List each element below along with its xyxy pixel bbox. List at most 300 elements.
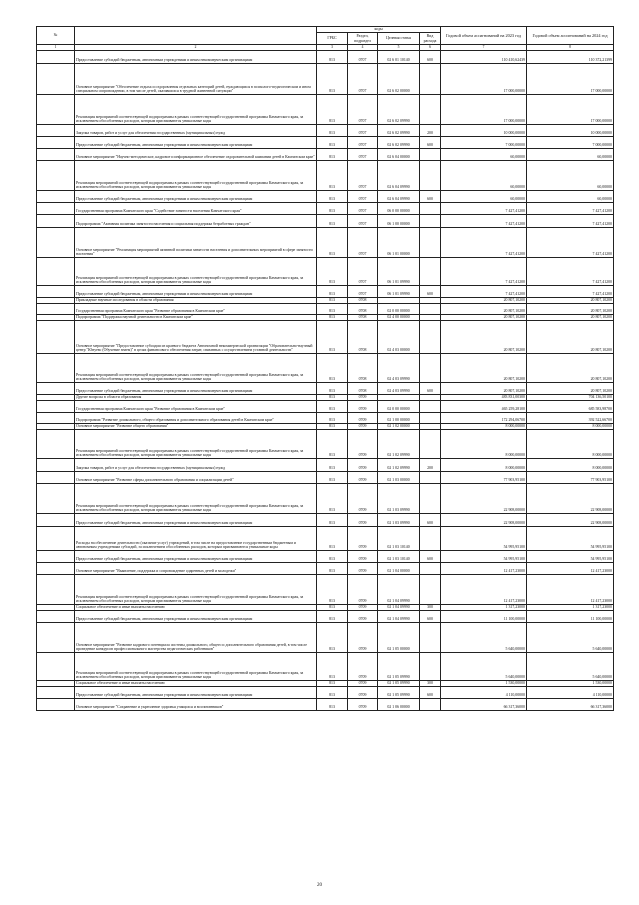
table-row xyxy=(37,551,614,563)
row-grbs-cell: 813 xyxy=(317,472,348,484)
row-razdel-cell: 0709 xyxy=(348,413,378,424)
row-amount-2023-cell: 4 110,00000 xyxy=(441,687,527,699)
row-amount-2023-cell: 77 903,95100 xyxy=(441,472,527,484)
row-grbs-cell: 813 xyxy=(317,64,348,95)
row-amount-2024-cell: 5 640,00000 xyxy=(527,653,614,681)
row-name-cell: Реализация мероприятий соответствующей подпрограммы в рамках соответствующей государственной программы Камчатского края, за исключением обособленных расходов, которым присваиваются уникальные коды xyxy=(75,95,317,125)
row-expense-type-cell xyxy=(420,484,441,514)
row-name-cell: Закупка товаров, работ и услуг для обеспечения государственных (муниципальных) нужд xyxy=(75,459,317,472)
row-expense-type-cell xyxy=(420,149,441,161)
row-amount-2024-cell: 7 427,41200 xyxy=(527,215,614,228)
budget-allocation-table xyxy=(36,26,614,711)
row-amount-2024-cell: 66 317,36000 xyxy=(527,699,614,711)
row-razdel-cell: 0709 xyxy=(348,459,378,472)
row-razdel-cell: 0709 xyxy=(348,424,378,430)
row-expense-type-cell xyxy=(420,203,441,215)
table-row xyxy=(37,354,614,383)
row-number-cell xyxy=(37,653,75,681)
row-amount-2024-cell: 392 522,66700 xyxy=(527,413,614,424)
row-number-cell xyxy=(37,430,75,459)
row-target-item-cell: 02 1 05 09990 xyxy=(378,653,420,681)
row-number-cell xyxy=(37,321,75,354)
row-number-cell xyxy=(37,191,75,203)
row-amount-2024-cell: 60,00000 xyxy=(527,161,614,191)
row-amount-2023-cell: 20 807,10200 xyxy=(441,298,527,304)
row-target-item-cell: 02 1 02 09990 xyxy=(378,430,420,459)
row-target-item-cell: 02 0 00 00000 xyxy=(378,304,420,315)
row-grbs-cell: 813 xyxy=(317,623,348,653)
row-target-item-cell: 02 1 03 10140 xyxy=(378,551,420,563)
row-number-cell xyxy=(37,623,75,653)
row-expense-type-cell: 300 xyxy=(420,605,441,611)
row-target-item-cell: 02 1 03 09990 xyxy=(378,484,420,514)
row-razdel-cell: 0708 xyxy=(348,298,378,304)
row-target-item-cell: 02 1 04 09990 xyxy=(378,605,420,611)
row-razdel-cell: 0709 xyxy=(348,484,378,514)
row-name-cell: Предоставление субсидий бюджетным, автономным учреждениям и иным некоммерческим организациям xyxy=(75,286,317,298)
row-amount-2024-cell: 11 100,00000 xyxy=(527,611,614,623)
row-expense-type-cell xyxy=(420,575,441,605)
column-number: 7 xyxy=(441,45,527,51)
row-target-item-cell: 02 4 03 00000 xyxy=(378,321,420,354)
table-row xyxy=(37,413,614,424)
table-row xyxy=(37,563,614,575)
table-row xyxy=(37,286,614,298)
row-name-cell: Закупка товаров, работ и услуг для обеспечения государственных (муниципальных) нужд xyxy=(75,125,317,137)
header-number: № xyxy=(37,27,75,45)
row-grbs-cell: 813 xyxy=(317,563,348,575)
row-number-cell xyxy=(37,137,75,149)
row-grbs-cell: 813 xyxy=(317,215,348,228)
row-amount-2024-cell: 7 427,41200 xyxy=(527,286,614,298)
row-razdel-cell: 0709 xyxy=(348,527,378,551)
row-amount-2023-cell: 60,00000 xyxy=(441,191,527,203)
row-number-cell xyxy=(37,472,75,484)
table-row xyxy=(37,258,614,286)
row-expense-type-cell xyxy=(420,472,441,484)
row-target-item-cell: 02 4 03 09990 xyxy=(378,354,420,383)
row-number-cell xyxy=(37,161,75,191)
row-grbs-cell: 813 xyxy=(317,51,348,64)
column-number: 3 xyxy=(317,45,348,51)
row-amount-2023-cell: 66 317,36000 xyxy=(441,699,527,711)
row-amount-2023-cell: 22 908,00000 xyxy=(441,514,527,527)
row-number-cell xyxy=(37,51,75,64)
row-amount-2023-cell: 20 807,10200 xyxy=(441,321,527,354)
row-target-item-cell: 02 1 04 00000 xyxy=(378,563,420,575)
row-target-item-cell: 02 0 00 00000 xyxy=(378,401,420,413)
table-row xyxy=(37,191,614,203)
row-amount-2023-cell: 12 417,23000 xyxy=(441,575,527,605)
column-number: 1 xyxy=(37,45,75,51)
row-target-item-cell: 02 1 06 00000 xyxy=(378,699,420,711)
row-number-cell xyxy=(37,575,75,605)
row-grbs-cell: 813 xyxy=(317,653,348,681)
row-number-cell xyxy=(37,484,75,514)
row-razdel-cell: 0707 xyxy=(348,125,378,137)
header-year-2023: Годовой объем ассигнований на 2023 год xyxy=(441,27,527,45)
table-row xyxy=(37,459,614,472)
header-target-item: Целевая статья xyxy=(378,33,420,45)
row-number-cell xyxy=(37,354,75,383)
table-row xyxy=(37,125,614,137)
row-amount-2024-cell: 7 427,41200 xyxy=(527,258,614,286)
row-name-cell: Предоставление субсидий бюджетным, автономным учреждениям и иным некоммерческим организациям xyxy=(75,514,317,527)
row-razdel-cell: 0709 xyxy=(348,575,378,605)
row-expense-type-cell xyxy=(420,699,441,711)
column-number: 4 xyxy=(348,45,378,51)
column-number: 6 xyxy=(420,45,441,51)
column-number: 5 xyxy=(378,45,420,51)
row-expense-type-cell xyxy=(420,258,441,286)
row-amount-2023-cell: 20 807,10200 xyxy=(441,354,527,383)
row-target-item-cell: 02 6 04 09990 xyxy=(378,191,420,203)
row-amount-2023-cell: 7 427,41200 xyxy=(441,228,527,258)
row-amount-2023-cell: 1 317,23000 xyxy=(441,605,527,611)
row-target-item-cell: 02 1 05 09990 xyxy=(378,687,420,699)
row-name-cell: Основное мероприятие "Реализация мероприятий активной политики занятости населения и дополнительных мероприятий в сфере занятости населения" xyxy=(75,228,317,258)
row-expense-type-cell xyxy=(420,304,441,315)
row-amount-2023-cell: 172 294,06700 xyxy=(441,413,527,424)
row-expense-type-cell xyxy=(420,653,441,681)
row-expense-type-cell: 600 xyxy=(420,611,441,623)
row-amount-2024-cell: 8 000,00000 xyxy=(527,430,614,459)
row-number-cell xyxy=(37,563,75,575)
row-amount-2023-cell: 7 427,41200 xyxy=(441,286,527,298)
row-target-item-cell: 02 6 02 09990 xyxy=(378,125,420,137)
row-name-cell: Основное мероприятие "Развитие сферы дополнительного образования и социализации детей" xyxy=(75,472,317,484)
row-grbs-cell: 813 xyxy=(317,413,348,424)
table-row xyxy=(37,575,614,605)
row-target-item-cell: 02 6 02 09990 xyxy=(378,137,420,149)
row-grbs-cell: 813 xyxy=(317,484,348,514)
row-number-cell xyxy=(37,64,75,95)
row-number-cell xyxy=(37,401,75,413)
row-razdel-cell: 0708 xyxy=(348,304,378,315)
row-name-cell: Основное мероприятие "Развитие общего образования" xyxy=(75,424,317,430)
row-name-cell: Реализация мероприятий соответствующей подпрограммы в рамках соответствующей государственной программы Камчатского края, за исключением обособленных расходов, которым присваиваются уникальные коды xyxy=(75,484,317,514)
row-name-cell: Основное мероприятие "Сохранение и укрепление здоровья учащихся и воспитанников" xyxy=(75,699,317,711)
column-number: 8 xyxy=(527,45,614,51)
row-amount-2024-cell: 20 807,10200 xyxy=(527,321,614,354)
row-amount-2023-cell: 10 000,00000 xyxy=(441,125,527,137)
row-target-item-cell: 02 6 04 00000 xyxy=(378,149,420,161)
row-razdel-cell: 0709 xyxy=(348,699,378,711)
row-amount-2023-cell: 60,00000 xyxy=(441,149,527,161)
row-grbs-cell: 813 xyxy=(317,203,348,215)
row-razdel-cell: 0709 xyxy=(348,551,378,563)
row-grbs-cell: 813 xyxy=(317,95,348,125)
row-number-cell xyxy=(37,203,75,215)
row-amount-2024-cell: 20 807,10200 xyxy=(527,304,614,315)
row-number-cell xyxy=(37,304,75,315)
row-razdel-cell: 0709 xyxy=(348,687,378,699)
row-amount-2024-cell: 704 136,50100 xyxy=(527,395,614,401)
row-name-cell: Государственная программа Камчатского края "Развитие образования в Камчатском крае" xyxy=(75,401,317,413)
table-row xyxy=(37,699,614,711)
row-target-item-cell: 02 1 03 09990 xyxy=(378,514,420,527)
table-row xyxy=(37,95,614,125)
row-razdel-cell: 0707 xyxy=(348,51,378,64)
row-name-cell: Социальное обеспечение и иные выплаты населению xyxy=(75,605,317,611)
table-row xyxy=(37,64,614,95)
row-expense-type-cell xyxy=(420,95,441,125)
row-amount-2024-cell: 22 908,00000 xyxy=(527,484,614,514)
row-amount-2023-cell: 20 807,10200 xyxy=(441,304,527,315)
row-target-item-cell: 02 4 03 09990 xyxy=(378,383,420,395)
row-amount-2024-cell: 17 000,00000 xyxy=(527,64,614,95)
row-amount-2024-cell: 110 372,21399 xyxy=(527,51,614,64)
row-grbs-cell: 813 xyxy=(317,191,348,203)
table-row xyxy=(37,321,614,354)
row-number-cell xyxy=(37,383,75,395)
row-amount-2024-cell: 10 000,00000 xyxy=(527,125,614,137)
row-amount-2024-cell: 54 995,95100 xyxy=(527,551,614,563)
row-expense-type-cell: 600 xyxy=(420,383,441,395)
row-expense-type-cell xyxy=(420,321,441,354)
row-target-item-cell: 06 1 01 00000 xyxy=(378,228,420,258)
row-grbs-cell: 813 xyxy=(317,354,348,383)
row-razdel-cell: 0707 xyxy=(348,228,378,258)
row-razdel-cell: 0709 xyxy=(348,563,378,575)
row-amount-2023-cell: 110 410,62439 xyxy=(441,51,527,64)
row-amount-2023-cell: 54 995,95100 xyxy=(441,527,527,551)
row-name-cell: Основное мероприятие "Обеспечение отдыха и оздоровления отдельных категорий детей, нуждающихся в психолого-педагогическом и ином специальном сопровождении, в том числе детей, оказавшихся в трудной жизненной ситуации" xyxy=(75,64,317,95)
row-grbs-cell: 813 xyxy=(317,527,348,551)
row-grbs-cell: 813 xyxy=(317,137,348,149)
row-number-cell xyxy=(37,286,75,298)
row-razdel-cell: 0707 xyxy=(348,149,378,161)
table-row xyxy=(37,383,614,395)
table-row xyxy=(37,611,614,623)
row-target-item-cell: 02 1 02 09990 xyxy=(378,459,420,472)
column-number: 2 xyxy=(75,45,317,51)
row-name-cell: Предоставление субсидий бюджетным, автономным учреждениям и иным некоммерческим организациям xyxy=(75,551,317,563)
row-razdel-cell: 0707 xyxy=(348,161,378,191)
row-expense-type-cell: 600 xyxy=(420,51,441,64)
row-name-cell: Предоставление субсидий бюджетным, автономным учреждениям и иным некоммерческим организациям xyxy=(75,137,317,149)
row-razdel-cell: 0709 xyxy=(348,514,378,527)
row-expense-type-cell xyxy=(420,430,441,459)
row-number-cell xyxy=(37,551,75,563)
row-name-cell: Основное мероприятие "Развитие кадрового потенциала системы дошкольного, общего и дополнительного образования детей, в том числе проведение конкурсов профессионального мастерства педагогических работников" xyxy=(75,623,317,653)
row-name-cell: Предоставление субсидий бюджетным, автономным учреждениям и иным некоммерческим организациям xyxy=(75,687,317,699)
row-expense-type-cell xyxy=(420,354,441,383)
page-number: 20 xyxy=(317,883,322,888)
row-amount-2024-cell: 60,00000 xyxy=(527,191,614,203)
row-amount-2024-cell: 20 807,10200 xyxy=(527,315,614,321)
table-row xyxy=(37,653,614,681)
row-expense-type-cell xyxy=(420,64,441,95)
row-grbs-cell: 813 xyxy=(317,304,348,315)
row-amount-2024-cell: 22 908,00000 xyxy=(527,514,614,527)
row-expense-type-cell: 300 xyxy=(420,681,441,687)
row-name-cell: Предоставление субсидий бюджетным, автономным учреждениям и иным некоммерческим организациям xyxy=(75,383,317,395)
row-expense-type-cell xyxy=(420,161,441,191)
row-expense-type-cell: 600 xyxy=(420,551,441,563)
table-row xyxy=(37,527,614,551)
row-name-cell: Реализация мероприятий соответствующей подпрограммы в рамках соответствующей государственной программы Камчатского края, за исключением обособленных расходов, которым присваиваются уникальные коды xyxy=(75,575,317,605)
row-expense-type-cell: 600 xyxy=(420,191,441,203)
row-grbs-cell: 813 xyxy=(317,149,348,161)
row-amount-2023-cell: 20 807,10200 xyxy=(441,315,527,321)
row-amount-2024-cell: 1 317,23000 xyxy=(527,605,614,611)
row-razdel-cell: 0707 xyxy=(348,137,378,149)
row-name-cell: Реализация мероприятий соответствующей подпрограммы в рамках соответствующей государственной программы Камчатского края, за исключением обособленных расходов, которым присваиваются уникальные коды xyxy=(75,653,317,681)
row-amount-2023-cell: 17 000,00000 xyxy=(441,95,527,125)
header-name xyxy=(75,27,317,45)
table-row xyxy=(37,401,614,413)
row-number-cell xyxy=(37,687,75,699)
row-grbs-cell: 813 xyxy=(317,611,348,623)
row-amount-2024-cell: 60,00000 xyxy=(527,149,614,161)
row-number-cell xyxy=(37,95,75,125)
row-razdel-cell: 0709 xyxy=(348,623,378,653)
table-row xyxy=(37,623,614,653)
row-number-cell xyxy=(37,258,75,286)
row-grbs-cell: 813 xyxy=(317,687,348,699)
row-grbs-cell: 813 xyxy=(317,605,348,611)
budget-table-page xyxy=(36,26,613,711)
table-row xyxy=(37,51,614,64)
row-target-item-cell: 06 1 01 09990 xyxy=(378,258,420,286)
row-amount-2023-cell: 12 417,23000 xyxy=(441,563,527,575)
row-razdel-cell: 0707 xyxy=(348,95,378,125)
table-row xyxy=(37,514,614,527)
row-name-cell: Подпрограмма "Развитие дошкольного, общего образования и дополнительного образования детей в Камчатском крае" xyxy=(75,413,317,424)
table-row xyxy=(37,161,614,191)
row-target-item-cell: 06 0 00 00000 xyxy=(378,203,420,215)
row-amount-2024-cell: 8 000,00000 xyxy=(527,424,614,430)
row-expense-type-cell: 600 xyxy=(420,286,441,298)
header-codes-group: коды xyxy=(317,27,441,33)
row-razdel-cell: 0709 xyxy=(348,681,378,687)
row-name-cell: Государственная программа Камчатского края "Содействие занятости населения Камчатского края" xyxy=(75,203,317,215)
row-amount-2023-cell: 8 000,00000 xyxy=(441,424,527,430)
row-target-item-cell: 02 1 05 09990 xyxy=(378,681,420,687)
row-grbs-cell: 813 xyxy=(317,258,348,286)
row-number-cell xyxy=(37,611,75,623)
table-row xyxy=(37,228,614,258)
row-target-item-cell: 02 1 05 00000 xyxy=(378,623,420,653)
row-amount-2024-cell: 685 583,98700 xyxy=(527,401,614,413)
row-razdel-cell: 0709 xyxy=(348,430,378,459)
row-expense-type-cell xyxy=(420,623,441,653)
row-expense-type-cell: 600 xyxy=(420,137,441,149)
row-amount-2024-cell: 5 640,00000 xyxy=(527,623,614,653)
row-name-cell: Реализация мероприятий соответствующей подпрограммы в рамках соответствующей государственной программы Камчатского края, за исключением обособленных расходов, которым присваиваются уникальные коды xyxy=(75,430,317,459)
row-amount-2024-cell: 1 530,00000 xyxy=(527,681,614,687)
table-body xyxy=(37,51,614,711)
row-target-item-cell: 02 6 02 00000 xyxy=(378,64,420,95)
row-name-cell: Социальное обеспечение и иные выплаты населению xyxy=(75,681,317,687)
row-razdel-cell: 0707 xyxy=(348,203,378,215)
row-amount-2023-cell: 7 427,41200 xyxy=(441,215,527,228)
row-razdel-cell: 0707 xyxy=(348,286,378,298)
row-amount-2024-cell: 20 807,10200 xyxy=(527,383,614,395)
row-razdel-cell: 0707 xyxy=(348,215,378,228)
row-amount-2023-cell: 483 831,00300 xyxy=(441,395,527,401)
row-name-cell: Реализация мероприятий соответствующей подпрограммы в рамках соответствующей государственной программы Камчатского края, за исключением обособленных расходов, которым присваиваются уникальные коды xyxy=(75,258,317,286)
row-amount-2023-cell: 22 908,00000 xyxy=(441,484,527,514)
row-amount-2024-cell: 7 427,41200 xyxy=(527,228,614,258)
row-expense-type-cell: 200 xyxy=(420,125,441,137)
table-row xyxy=(37,203,614,215)
row-grbs-cell: 813 xyxy=(317,699,348,711)
row-name-cell: Подпрограмма "Поддержка научной деятельности в Камчатском крае" xyxy=(75,315,317,321)
table-row xyxy=(37,304,614,315)
row-grbs-cell: 813 xyxy=(317,161,348,191)
row-name-cell: Предоставление субсидий бюджетным, автономным учреждениям и иным некоммерческим организациям xyxy=(75,191,317,203)
row-amount-2023-cell: 7 000,00000 xyxy=(441,137,527,149)
table-row xyxy=(37,472,614,484)
row-name-cell: Предоставление субсидий бюджетным, автономным учреждениям и иным некоммерческим организациям xyxy=(75,51,317,64)
row-amount-2024-cell: 17 000,00000 xyxy=(527,95,614,125)
row-razdel-cell: 0708 xyxy=(348,383,378,395)
row-name-cell: Расходы на обеспечение деятельности (оказание услуг) учреждений, в том числе на предоставление государственным бюджетным и автономным учреждениям субсидий, за исключением обособленных расходов, которым присваиваются уникальные коды xyxy=(75,527,317,551)
row-grbs-cell: 813 xyxy=(317,395,348,401)
row-grbs-cell: 813 xyxy=(317,514,348,527)
row-name-cell: Основное мероприятие "Научно-методическое, кадровое и информационное обеспечение оздоровительной кампании детей в Камчатском крае" xyxy=(75,149,317,161)
row-expense-type-cell xyxy=(420,228,441,258)
row-number-cell xyxy=(37,125,75,137)
table-row xyxy=(37,137,614,149)
row-name-cell: Другие вопросы в области образования xyxy=(75,395,317,401)
row-name-cell: Прикладные научные исследования в области образования xyxy=(75,298,317,304)
row-amount-2024-cell: 12 417,23000 xyxy=(527,575,614,605)
row-grbs-cell: 813 xyxy=(317,315,348,321)
row-amount-2023-cell: 7 427,41200 xyxy=(441,203,527,215)
row-grbs-cell: 813 xyxy=(317,321,348,354)
row-amount-2023-cell: 54 995,95100 xyxy=(441,551,527,563)
row-amount-2024-cell: 20 807,10200 xyxy=(527,354,614,383)
row-number-cell xyxy=(37,514,75,527)
row-name-cell: Государственная программа Камчатского края "Развитие образования в Камчатском крае" xyxy=(75,304,317,315)
row-expense-type-cell xyxy=(420,527,441,551)
row-amount-2023-cell: 20 807,10200 xyxy=(441,383,527,395)
row-amount-2023-cell: 8 000,00000 xyxy=(441,430,527,459)
header-year-2024: Годовой объем ассигнований на 2024 год xyxy=(527,27,614,45)
row-amount-2023-cell: 17 000,00000 xyxy=(441,64,527,95)
row-grbs-cell: 813 xyxy=(317,401,348,413)
row-amount-2024-cell: 7 000,00000 xyxy=(527,137,614,149)
header-expense-type: Вид расхода xyxy=(420,33,441,45)
row-target-item-cell: 02 1 03 10140 xyxy=(378,527,420,551)
row-grbs-cell: 813 xyxy=(317,459,348,472)
row-grbs-cell: 813 xyxy=(317,228,348,258)
row-amount-2023-cell: 60,00000 xyxy=(441,161,527,191)
row-amount-2023-cell: 8 000,00000 xyxy=(441,459,527,472)
row-target-item-cell: 02 1 04 09990 xyxy=(378,575,420,605)
row-expense-type-cell: 200 xyxy=(420,459,441,472)
row-name-cell: Реализация мероприятий соответствующей подпрограммы в рамках соответствующей государственной программы Камчатского края, за исключением обособленных расходов, которым присваиваются уникальные коды xyxy=(75,161,317,191)
row-number-cell xyxy=(37,527,75,551)
table-row xyxy=(37,149,614,161)
row-target-item-cell: 02 1 02 00000 xyxy=(378,424,420,430)
row-amount-2023-cell: 465 259,28100 xyxy=(441,401,527,413)
row-name-cell: Основное мероприятие "Выявление, поддержка и сопровождение одаренных детей и молодежи" xyxy=(75,563,317,575)
row-amount-2023-cell: 7 427,41200 xyxy=(441,258,527,286)
row-amount-2024-cell: 8 000,00000 xyxy=(527,459,614,472)
row-razdel-cell: 0709 xyxy=(348,611,378,623)
row-amount-2024-cell: 7 427,41200 xyxy=(527,203,614,215)
row-razdel-cell: 0709 xyxy=(348,653,378,681)
row-target-item-cell: 06 1 00 00000 xyxy=(378,215,420,228)
row-number-cell xyxy=(37,228,75,258)
row-amount-2024-cell: 77 903,95100 xyxy=(527,472,614,484)
row-grbs-cell: 813 xyxy=(317,551,348,563)
row-grbs-cell: 813 xyxy=(317,125,348,137)
